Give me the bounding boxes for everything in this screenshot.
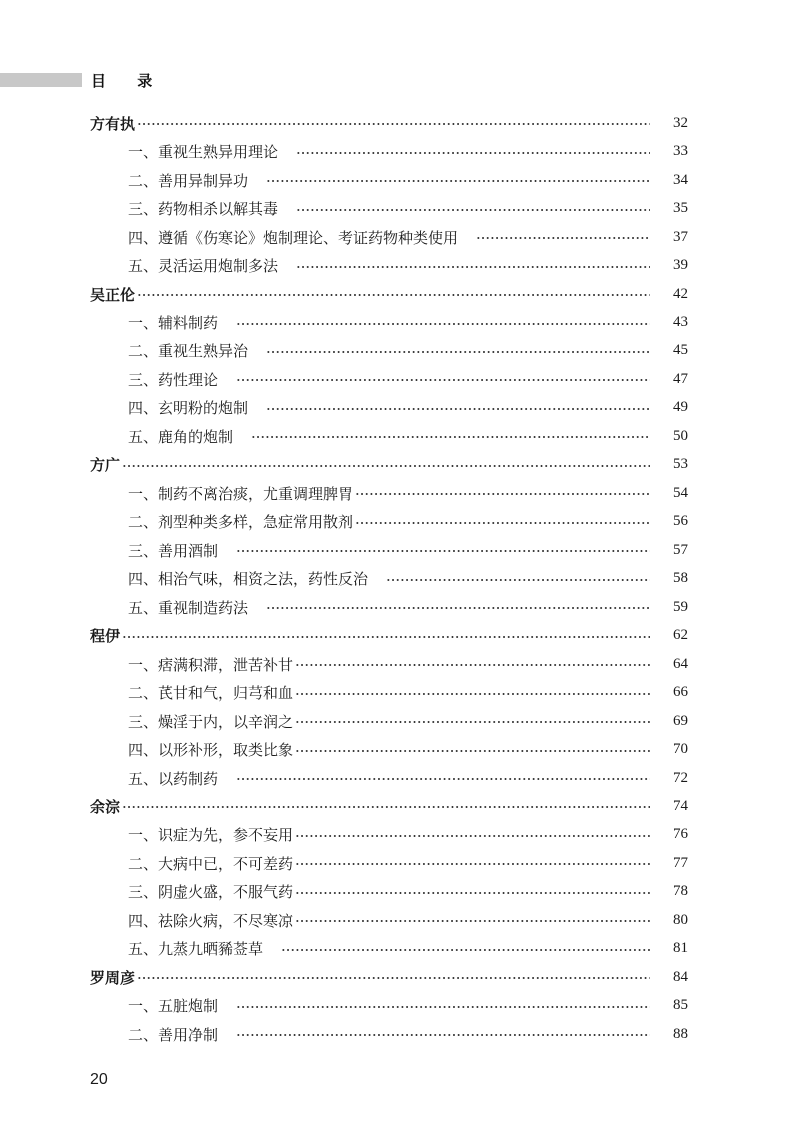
toc-section-entry[interactable] xyxy=(90,479,688,507)
toc-entry-page-number: 85 xyxy=(673,997,688,1014)
dot-leader xyxy=(295,863,650,865)
toc-section-entry[interactable] xyxy=(90,593,688,621)
toc-section-entry[interactable] xyxy=(90,223,688,251)
toc-chapter-entry[interactable] xyxy=(90,621,688,649)
toc-entry-label: 五、灵活运用炮制多法 xyxy=(128,257,279,276)
dot-leader xyxy=(236,1006,650,1008)
toc-entry-label: 罗周彦 xyxy=(90,968,136,987)
toc-entry-page-number: 88 xyxy=(673,1025,688,1042)
dot-leader xyxy=(236,379,650,381)
toc-entry-label: 四、以形补形，取类比象 xyxy=(128,741,294,760)
toc-entry-page-number: 42 xyxy=(673,285,688,302)
toc-entry-page-number: 70 xyxy=(673,741,688,758)
toc-entry-label: 四、遵循《伤寒论》炮制理论、考证药物种类使用 xyxy=(128,228,459,247)
toc-entry-label: 一、辅料制药 xyxy=(128,314,219,333)
toc-entry-page-number: 32 xyxy=(673,114,688,131)
toc-entry-label: 方广 xyxy=(90,456,121,475)
toc-section-entry[interactable] xyxy=(90,194,688,222)
dot-leader xyxy=(122,465,650,467)
toc-entry-label: 一、痞满积滞，泄苦补甘 xyxy=(128,655,294,674)
dot-leader xyxy=(236,1034,650,1036)
toc-entry-page-number: 53 xyxy=(673,456,688,473)
toc-entry-label: 三、药性理论 xyxy=(128,370,219,389)
toc-entry-label: 二、芪甘和气，归芎和血 xyxy=(128,684,294,703)
toc-entry-label: 四、相治气味，相资之法，药性反治 xyxy=(128,570,369,589)
toc-entry-page-number: 77 xyxy=(673,854,688,871)
table-of-contents xyxy=(90,109,688,1048)
toc-entry-label: 二、大病中已，不可差药 xyxy=(128,854,294,873)
toc-entry-page-number: 72 xyxy=(673,769,688,786)
toc-section-entry[interactable] xyxy=(90,365,688,393)
toc-entry-label: 五、鹿角的炮制 xyxy=(128,427,234,446)
toc-entry-page-number: 35 xyxy=(673,200,688,217)
toc-entry-page-number: 43 xyxy=(673,314,688,331)
toc-section-entry[interactable] xyxy=(90,1020,688,1048)
toc-entry-label: 三、阴虚火盛，不服气药 xyxy=(128,883,294,902)
toc-section-entry[interactable] xyxy=(90,707,688,735)
toc-entry-page-number: 69 xyxy=(673,712,688,729)
dot-leader xyxy=(355,493,650,495)
toc-entry-page-number: 49 xyxy=(673,399,688,416)
dot-leader xyxy=(266,351,650,353)
toc-section-entry[interactable] xyxy=(90,678,688,706)
dot-leader xyxy=(137,294,650,296)
header-bar xyxy=(0,73,82,87)
toc-entry-page-number: 84 xyxy=(673,968,688,985)
toc-section-entry[interactable] xyxy=(90,565,688,593)
toc-section-entry[interactable] xyxy=(90,308,688,336)
toc-entry-label: 方有执 xyxy=(90,114,136,133)
toc-entry-label: 四、玄明粉的炮制 xyxy=(128,399,249,418)
dot-leader xyxy=(296,152,650,154)
toc-entry-label: 一、识症为先，参不妄用 xyxy=(128,826,294,845)
dot-leader xyxy=(236,550,650,552)
toc-section-entry[interactable] xyxy=(90,422,688,450)
dot-leader xyxy=(137,123,650,125)
toc-entry-page-number: 80 xyxy=(673,911,688,928)
toc-section-entry[interactable] xyxy=(90,935,688,963)
toc-entry-label: 五、重视制造药法 xyxy=(128,598,249,617)
dot-leader xyxy=(251,436,650,438)
toc-entry-label: 二、善用异制异功 xyxy=(128,171,249,190)
toc-entry-page-number: 34 xyxy=(673,171,688,188)
toc-entry-label: 五、以药制药 xyxy=(128,769,219,788)
dot-leader xyxy=(266,607,650,609)
dot-leader xyxy=(266,408,650,410)
toc-entry-label: 余淙 xyxy=(90,797,121,816)
toc-entry-page-number: 62 xyxy=(673,627,688,644)
toc-entry-label: 二、善用净制 xyxy=(128,1025,219,1044)
toc-entry-page-number: 45 xyxy=(673,342,688,359)
toc-section-entry[interactable] xyxy=(90,394,688,422)
dot-leader xyxy=(281,949,650,951)
dot-leader xyxy=(296,209,650,211)
dot-leader xyxy=(386,579,650,581)
toc-entry-page-number: 47 xyxy=(673,370,688,387)
toc-section-entry[interactable] xyxy=(90,992,688,1020)
toc-section-entry[interactable] xyxy=(90,650,688,678)
dot-leader xyxy=(295,835,650,837)
toc-entry-page-number: 54 xyxy=(673,484,688,501)
dot-leader xyxy=(295,693,650,695)
toc-entry-label: 三、燥淫于内，以辛润之 xyxy=(128,712,294,731)
toc-entry-label: 四、祛除火病，不尽寒凉 xyxy=(128,911,294,930)
toc-section-entry[interactable] xyxy=(90,508,688,536)
toc-entry-page-number: 33 xyxy=(673,143,688,160)
toc-entry-page-number: 39 xyxy=(673,257,688,274)
dot-leader xyxy=(296,266,650,268)
toc-entry-label: 一、五脏炮制 xyxy=(128,997,219,1016)
toc-entry-page-number: 50 xyxy=(673,427,688,444)
toc-entry-page-number: 37 xyxy=(673,228,688,245)
toc-section-entry[interactable] xyxy=(90,735,688,763)
toc-chapter-entry[interactable] xyxy=(90,451,688,479)
dot-leader xyxy=(476,237,650,239)
toc-entry-page-number: 78 xyxy=(673,883,688,900)
toc-section-entry[interactable] xyxy=(90,821,688,849)
toc-section-entry[interactable] xyxy=(90,337,688,365)
toc-entry-label: 三、药物相杀以解其毒 xyxy=(128,200,279,219)
toc-entry-page-number: 64 xyxy=(673,655,688,672)
toc-chapter-entry[interactable] xyxy=(90,280,688,308)
toc-entry-page-number: 59 xyxy=(673,598,688,615)
toc-section-entry[interactable] xyxy=(90,878,688,906)
dot-leader xyxy=(122,806,650,808)
dot-leader xyxy=(295,920,650,922)
dot-leader xyxy=(122,636,650,638)
dot-leader xyxy=(236,778,650,780)
toc-entry-label: 一、重视生熟异用理论 xyxy=(128,143,279,162)
toc-entry-page-number: 81 xyxy=(673,940,688,957)
toc-entry-page-number: 56 xyxy=(673,513,688,530)
toc-section-entry[interactable] xyxy=(90,849,688,877)
toc-entry-label: 二、重视生熟异治 xyxy=(128,342,249,361)
dot-leader xyxy=(355,522,650,524)
toc-section-entry[interactable] xyxy=(90,764,688,792)
toc-entry-page-number: 66 xyxy=(673,684,688,701)
toc-chapter-entry[interactable] xyxy=(90,792,688,820)
dot-leader xyxy=(295,721,650,723)
toc-entry-label: 吴正伦 xyxy=(90,285,136,304)
dot-leader xyxy=(295,664,650,666)
toc-entry-label: 程伊 xyxy=(90,627,121,646)
toc-section-entry[interactable] xyxy=(90,906,688,934)
toc-section-entry[interactable] xyxy=(90,251,688,279)
toc-entry-label: 二、剂型种类多样，急症常用散剂 xyxy=(128,513,354,532)
toc-chapter-entry[interactable] xyxy=(90,109,688,137)
dot-leader xyxy=(236,323,650,325)
toc-section-entry[interactable] xyxy=(90,137,688,165)
dot-leader xyxy=(295,750,650,752)
dot-leader xyxy=(137,977,650,979)
dot-leader xyxy=(266,180,650,182)
page-header-title: 目 录 xyxy=(91,72,166,90)
toc-entry-label: 五、九蒸九晒豨莶草 xyxy=(128,940,264,959)
toc-entry-page-number: 74 xyxy=(673,797,688,814)
dot-leader xyxy=(295,892,650,894)
toc-entry-label: 三、善用酒制 xyxy=(128,541,219,560)
toc-entry-page-number: 76 xyxy=(673,826,688,843)
toc-entry-page-number: 58 xyxy=(673,570,688,587)
page-number: 20 xyxy=(90,1071,108,1088)
toc-entry-label: 一、制药不离治痰，尤重调理脾胃 xyxy=(128,484,354,503)
toc-section-entry[interactable] xyxy=(90,166,688,194)
toc-chapter-entry[interactable] xyxy=(90,963,688,991)
toc-section-entry[interactable] xyxy=(90,536,688,564)
toc-entry-page-number: 57 xyxy=(673,541,688,558)
